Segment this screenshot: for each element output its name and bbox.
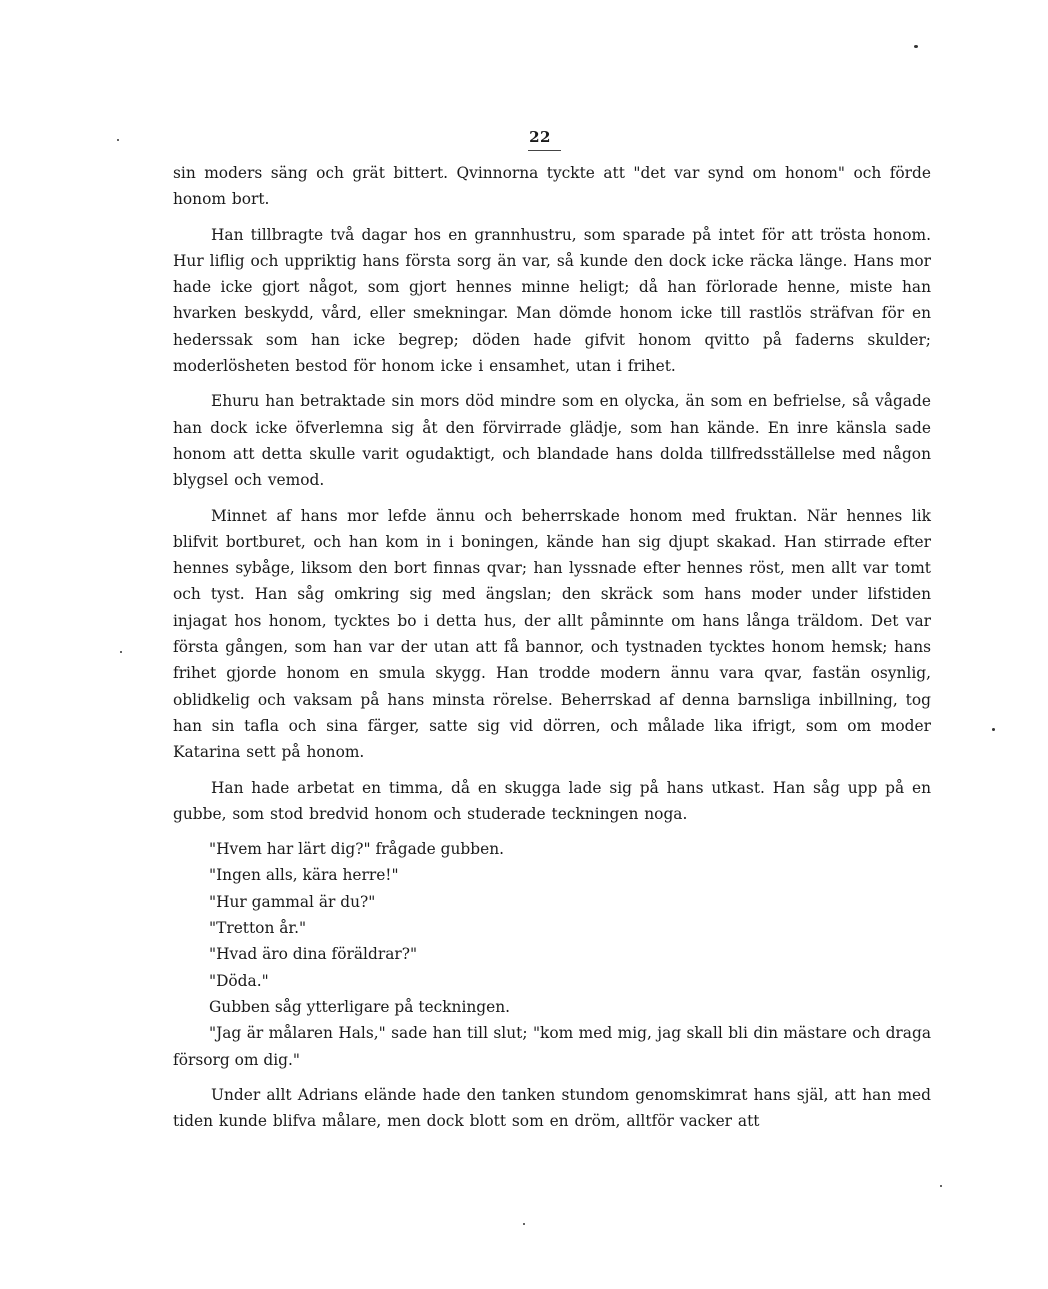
scan-speck — [523, 1223, 525, 1225]
scan-speck — [940, 1185, 942, 1187]
paragraph: Han tillbragte två dagar hos en grannhustru, som sparade på intet för att trösta honom. Hur liflig och uppriktig hans första sorg än var, så kunde den dock icke räcka länge. Hans mor hade icke gjort något, som gjort hennes minne heligt; då han förlorade henne, miste han hvarken beskydd, vård, eller smekningar. Man dömde honom icke till rastlös sträfvan för en hederssak som han icke begrep; döden hade gifvit honom qvitto på faderns skulder; moderlösheten bestod för honom icke i ensamhet, utan i frihet. — [173, 225, 931, 376]
dialogue-line: "Döda." — [209, 971, 269, 990]
dialogue-line: "Hur gammal är du?" — [209, 892, 376, 911]
paragraph: sin moders säng och grät bittert. Qvinnorna tyckte att "det var synd om honom" och förde honom bort. — [173, 164, 931, 209]
dialogue-line: "Ingen alls, kära herre!" — [209, 866, 399, 885]
dialogue-line: "Tretton år." — [209, 919, 307, 938]
paragraph: Under allt Adrians elände hade den tanken stundom genomskimrat hans själ, att han med tiden kunde blifva målare, men dock blott som en dröm, alltför vacker att — [173, 1085, 931, 1131]
scan-speck — [914, 45, 918, 48]
paragraph: Han hade arbetat en timma, då en skugga lade sig på hans utkast. Han såg upp på en gubbe, som stod bredvid honom och studerade teckningen noga. — [173, 778, 931, 823]
paragraph: Ehuru han betraktade sin mors död mindre som en olycka, än som en befrielse, så vågade han dock icke öfverlemna sig åt den förvirrade glädje, som han kände. En inre känsla sade honom att detta skulle varit ogudaktigt, och blandade hans dolda tillfredsställelse med någon blygsel och vemod. — [173, 392, 931, 490]
dialogue-line: Gubben såg ytterligare på teckningen. — [209, 997, 511, 1016]
body-text — [173, 160, 931, 1134]
dialogue-line: "Jag är målaren Hals," sade han till slut; "kom med mig, jag skall bli din mästare och draga försorg om dig." — [173, 1024, 931, 1069]
scan-speck — [117, 139, 119, 141]
dialogue-line: "Hvad äro dina föräldrar?" — [209, 945, 418, 964]
paragraph: Minnet af hans mor lefde ännu och beherrskade honom med fruktan. När hennes lik blifvit bortburet, och han kom in i boningen, kände han sig djupt skakad. Han stirrade efter hennes sybåge, liksom den bort finnas qvar; han lyssnade efter hennes röst, men allt var tomt och tyst. Han såg omkring sig med ängslan; den skräck som hans moder under lifstiden injagat hos honom, tycktes bo i detta hus, der allt påminnte om hans långa träldom. Det var första gången, som han var der utan att få bannor, och tystnaden tycktes honom hemsk; hans frihet gjorde honom en smula skygg. Han trodde modern ännu vara qvar, fastän osynlig, oblidkelig och vaksam på hans minsta rörelse. Beherrskad af denna barnsliga inbillning, tog han sin tafla och sina färger, satte sig vid dörren, och målade lika ifrigt, som om moder Katarina sett på honom. — [173, 506, 931, 762]
page-number: 22 — [529, 128, 551, 146]
page-number-rule — [528, 150, 561, 151]
dialogue-line: "Hvem har lärt dig?" frågade gubben. — [209, 840, 504, 859]
scan-speck — [992, 728, 995, 731]
scan-speck — [120, 651, 122, 653]
